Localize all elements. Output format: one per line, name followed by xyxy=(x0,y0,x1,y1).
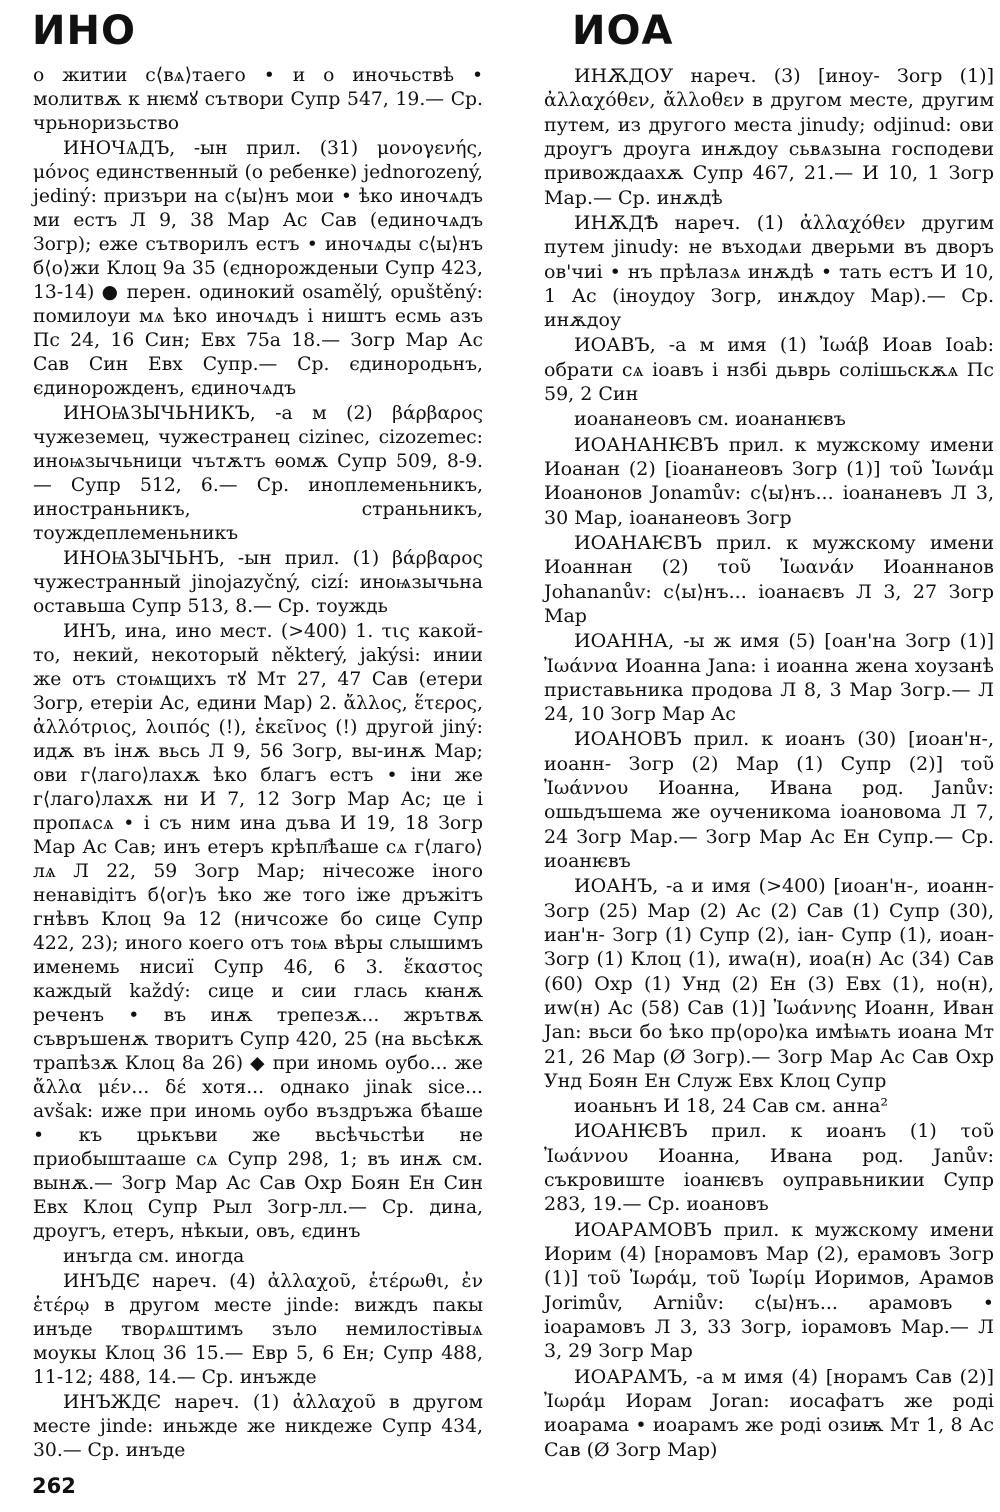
dictionary-entry: ИНЪ, ина, ино мест. (>400) 1. τις какой-то, некий, некоторый některý, jakýsi: инии же отъ стоѩщихъ тꙋ Мт 27, 47 Сав (етери Зогр, етеріи Ас, едини Мар) 2. ἄλλος, ἕτερος, ἀλλότριος, λοιπός (!), ἐκεῖνος (!) другой jiný: идѫ въ інѫ вьсь Л 9, 56 Зогр, вы-инѫ Мар; ови г⟨лаго⟩лахѫ ѣко благъ естъ • іни же г⟨лаго⟩лахѫ ни И 7, 12 Зогр Мар Ас; це і пропѧсѧ • і съ ним ина дъва И 19, 18 Зогр Мар Ас Сав; инъ етеръ крѣпл҄ѣаше сѧ г⟨лаго⟩лѧ Л 22, 59 Зогр Мар; нічесоже іного ненавідітъ б⟨ог⟩ъ ѣко же того іже дръжітъ гнѣвъ Клоц 9а 12 (ничсоже бо сице Супр 422, 23); иного коего отъ тоѩ вѣры слышимъ именемь нисиї Супр 46, 6 3. ἕκαστος каждый každý: сице и сии глась кꙗнѫ реченъ • въ инѫ трепезѫ... жрътвѫ съвръшенѫ творитъ Супр 420, 25 (на вьсѣкѫ трапѣзѫ Клоц 8а 26) ◆ при иномь оубо... же ἄλλα μέν... δέ хотя... однако jinak sice... avšak: иже при иномь оубо въздръжа бѣаше • къ црькъви же вьсѣчьстѣи не приобыштааше сѧ Супр 298, 1; въ инѫ см. вынѫ.— Зогр Мар Ас Сав Охр Боян Ен Син Евх Клоц Супр Рыл Зогр-лл.— Ср. дина, дроугъ, етеръ, нѣкыи, овъ, єдинъ xyxy=(33,621,483,1242)
dictionary-entry: ИОАНАѤВЪ прил. к мужскому имени Иоаннан (2) τοῦ Ἰωανάν Иоаннанов Johananův: с⟨ы⟩нъ... іоанаєвъ Л 3, 27 Зогр Мар xyxy=(544,531,994,627)
running-head-right: ИОА xyxy=(572,8,674,54)
dictionary-entry: ИОАНЪ, -а и имя (>400) [иоан'н-, иоанн- Зогр (25) Мар (2) Ас (2) Сав (1) Супр (30), иан'н- Зогр (1) Супр (2), іан- Супр (1), иоан- Зогр (1) Клоц (1), иwа(н), иоа(н) Ас (34) Сав (60) Охр (1) Унд (2) Ен (3) Евх (1), но(н), иw(н) Ас (58) Сав (1)] Ἰωάννης Иоанн, Иван Jan: вьси бо ѣко пр⟨оро⟩ка имѣѩть иоана Мт 21, 26 Мар (Ø Зогр).— Зогр Мар Ас Сав Охр Унд Боян Ен Служ Евх Клоц Супр xyxy=(544,875,994,1092)
dictionary-entry: ИНѪДОУ нареч. (3) [иноу- Зогр (1)] ἀλλαχόθεν, ἄλλοθεν в другом месте, другим путем, из другого места jinudy; odjinud: ови дроугъ дроуга инѫдоу сьвѧзына господеви привождаахѫ Супр 467, 21.— И 10, 1 Зогр Мар.— Ср. инѫдѣ xyxy=(544,65,994,209)
dictionary-entry: ИОАНѤВЪ прил. к иоанъ (1) τοῦ Ἰωάννου Иоанна, Ивана род. Janův: съкровиште іоанѥвъ оуправьникии Супр 283, 19.— Ср. иоановъ xyxy=(544,1120,994,1216)
dictionary-entry: ИОАНОВЪ прил. к иоанъ (30) [иоан'н-, иоанн- Зогр (2) Мар (1) Супр (2)] τοῦ Ἰωάννου Иоанна, Ивана род. Janův: ошьдъшема же оученикома іоановома Л 7, 24 Зогр Мар.— Зогр Мар Ас Ен Супр.— Ср. иоанѥвъ xyxy=(544,728,994,872)
dictionary-entry: ИНОЧѦДЪ, -ын прил. (31) μονογενής, μόνος единственный (о ребенке) jednorozený, jediný: призъри на с⟨ы⟩нъ мои • ѣко иночѧдъ ми естъ Л 9, 38 Мар Ас Сав (единочѧдъ Зогр); еже сътворилъ естъ • иночѧды с⟨ы⟩нъ б⟨о⟩жи Клоц 9а 35 (єднорожденыи Супр 423, 13-14) ● перен. одинокий osamělý, opuštěný: помилоуи мѧ ѣко иночѧдъ і ништъ есмь азъ Пс 24, 16 Син; Евх 75а 18.— Зогр Мар Ас Сав Син Евх Супр.— Ср. єдинородьнъ, єдинорожденъ, єдиночѧдъ xyxy=(33,138,483,399)
cross-reference: инъгда см. иногда xyxy=(63,1246,245,1267)
left-column xyxy=(33,64,483,1464)
right-column xyxy=(544,64,994,1463)
cross-reference: иоананеовъ см. иоананѥвъ xyxy=(574,408,846,431)
running-head-left: ИНО xyxy=(32,8,136,54)
page-number: 262 xyxy=(32,1474,76,1498)
dictionary-entry: ИОАННА, -ы ж имя (5) [оан'на Зогр (1)] Ἰωάννα Иоанна Jana: і иоанна жена хоузанѣ приставьника продова Л 8, 3 Мар Зогр.— Л 24, 10 Зогр Мар Ас xyxy=(544,630,994,726)
dictionary-entry: о житии с⟨вѧ⟩таего • и о иночьствѣ • молитвѫ к нѥмꙋ сътвори Супр 547, 19.— Ср. чрьноризьство xyxy=(33,65,483,134)
dictionary-entry: ИОАНАНѤВЪ прил. к мужскому имени Иоанан (2) [іоананеовъ Зогр (1)] τοῦ Ἰωνάμ Иоанонов Jonamův: с⟨ы⟩нъ... іоананевъ Л 3, 30 Мар, іоананеовъ Зогр xyxy=(544,433,994,529)
dictionary-entry: ИНОѨЗЫЧЬНИКЪ, -а м (2) βάρβαρος чужеземец, чужестранец cizinec, cizozemec: инoѩзычьници чътѫтъ ѳомѫ Супр 509, 8-9.— Супр 512, 6.— Ср. иноплеменьникъ, инострaньникъ, страньникъ, тоуждеплеменьникъ xyxy=(33,403,483,544)
dictionary-entry: ИНЪЖДЄ нареч. (1) ἀλλαχοῦ в другом месте jinde: иньжде же никдеже Супр 434, 30.— Ср. инъде xyxy=(33,1392,483,1461)
dictionary-entry: ИНОѨЗЫЧЬНЪ, -ын прил. (1) βάρβαρος чужестранный jinojazyčný, cizí: иноѩзычьна оставьша Супр 513, 8.— Ср. тоуждь xyxy=(33,548,483,617)
dictionary-entry: ИОАРАМЪ, -а м имя (4) [норамъ Сав (2)] Ἰωράμ Иорам Joran: иосафатъ же роді иоарама • иоарамъ же роді озиѭ Мт 1, 8 Ас Сав (Ø Зогр Мар) xyxy=(544,1365,994,1461)
dictionary-entry: ИНѪДѢ нареч. (1) ἀλλαχόθεν другим путем jinudy: не въходѧи дверьми въ дворъ ов'чиі • нъ прѣлазѧ инѫдѣ • тать естъ И 10, 1 Ас (іноудоу Зогр, инѫдоу Мар).— Ср. инѫдоу xyxy=(544,211,994,332)
dictionary-entry: ИНЪДЄ нареч. (4) ἀλλαχοῦ, ἑτέρωθι, ἐν ἑτέρῳ в другом месте jinde: виждъ пакы инъде творѧштимъ зъло немилостівыѧ моукы Клоц 36 15.— Евр 5, 6 Ен; Супр 488, 11-12; 488, 14.— Ср. инъжде xyxy=(33,1271,483,1388)
cross-reference: иоаньнъ И 18, 24 Сав см. анна² xyxy=(574,1095,889,1118)
dictionary-entry: ИОАРАМОВЪ прил. к мужскому имени Иорим (4) [норамовъ Мар (2), ерамовъ Зогр (1)] τοῦ Ἰωράμ, τοῦ Ἰωρίμ Иоримов, Арамов Jorimův, Arniův: с⟨ы⟩нъ... арамовъ • іоарамовъ Л 3, 33 Зогр, іорамовъ Мар.— Л 3, 29 Зогр Мар xyxy=(544,1218,994,1363)
dictionary-entry: ИОАВЪ, -а м имя (1) Ἰωάβ Иоав Ioab: обрати сѧ іоавъ і нзбі дьврь солішьскѫѧ Пс 59, 2 Син xyxy=(544,334,994,406)
